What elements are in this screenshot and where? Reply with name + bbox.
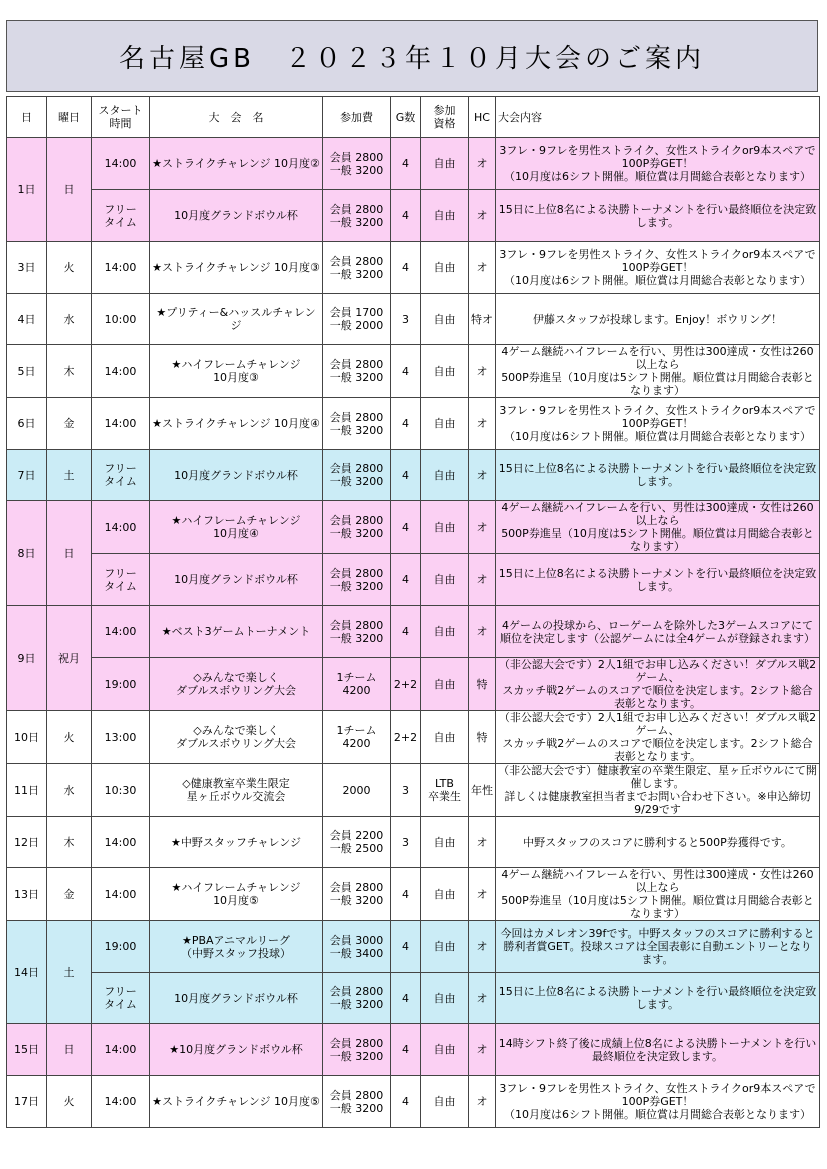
day-cell: 12日 <box>7 817 47 868</box>
weekday-cell: 水 <box>47 764 92 817</box>
day-cell: 14日 <box>7 921 47 1024</box>
start-cell: 13:00 <box>92 711 150 764</box>
start-cell: 14:00 <box>92 868 150 921</box>
day-cell: 5日 <box>7 345 47 398</box>
fee-cell: 会員 2800 一般 3200 <box>323 868 391 921</box>
header-qualification: 参加 資格 <box>421 97 469 138</box>
start-cell: 14:00 <box>92 345 150 398</box>
fee-cell: 2000 <box>323 764 391 817</box>
name-cell: 10月度グランドボウル杯 <box>150 554 323 606</box>
desc-cell: 15日に上位8名による決勝トーナメントを行い最終順位を決定致します。 <box>496 554 820 606</box>
hc-cell: オ <box>469 190 496 242</box>
header-games: G数 <box>391 97 421 138</box>
desc-cell: 15日に上位8名による決勝トーナメントを行い最終順位を決定致します。 <box>496 450 820 501</box>
day-cell: 11日 <box>7 764 47 817</box>
fee-cell: 会員 1700 一般 2000 <box>323 294 391 345</box>
weekday-cell: 木 <box>47 817 92 868</box>
start-cell: 14:00 <box>92 606 150 658</box>
start-cell: フリー タイム <box>92 554 150 606</box>
table-row <box>7 190 820 242</box>
qual-cell: 自由 <box>421 345 469 398</box>
games-cell: 2+2 <box>391 711 421 764</box>
weekday-cell: 木 <box>47 345 92 398</box>
weekday-cell: 火 <box>47 711 92 764</box>
table-row <box>7 138 820 190</box>
header-row <box>7 97 820 138</box>
table-row <box>7 1076 820 1128</box>
header-description: 大会内容 <box>496 97 820 138</box>
fee-cell: 会員 2800 一般 3200 <box>323 450 391 501</box>
day-cell: 6日 <box>7 398 47 450</box>
desc-cell: 15日に上位8名による決勝トーナメントを行い最終順位を決定致します。 <box>496 190 820 242</box>
table-row <box>7 973 820 1024</box>
fee-cell: 会員 2800 一般 3200 <box>323 138 391 190</box>
header-hc: HC <box>469 97 496 138</box>
name-cell: ★ハイフレームチャレンジ 10月度③ <box>150 345 323 398</box>
fee-cell: 会員 2800 一般 3200 <box>323 606 391 658</box>
hc-cell: オ <box>469 242 496 294</box>
fee-cell: 会員 3000 一般 3400 <box>323 921 391 973</box>
day-cell: 8日 <box>7 501 47 606</box>
games-cell: 4 <box>391 138 421 190</box>
start-cell: 14:00 <box>92 242 150 294</box>
name-cell: ◇みんなで楽しく ダブルスボウリング大会 <box>150 658 323 711</box>
qual-cell: 自由 <box>421 606 469 658</box>
games-cell: 3 <box>391 817 421 868</box>
weekday-cell: 日 <box>47 501 92 606</box>
weekday-cell: 日 <box>47 1024 92 1076</box>
schedule-table <box>6 96 820 1128</box>
name-cell: ★ベスト3ゲームトーナメント <box>150 606 323 658</box>
day-cell: 9日 <box>7 606 47 711</box>
weekday-cell: 祝月 <box>47 606 92 711</box>
games-cell: 4 <box>391 921 421 973</box>
day-cell: 3日 <box>7 242 47 294</box>
header-fee: 参加費 <box>323 97 391 138</box>
table-row <box>7 606 820 658</box>
hc-cell: オ <box>469 973 496 1024</box>
games-cell: 4 <box>391 450 421 501</box>
weekday-cell: 土 <box>47 450 92 501</box>
hc-cell: オ <box>469 1024 496 1076</box>
qual-cell: 自由 <box>421 868 469 921</box>
table-row <box>7 345 820 398</box>
name-cell: 10月度グランドボウル杯 <box>150 973 323 1024</box>
desc-cell: 4ゲーム継続ハイフレームを行い、男性は300達成・女性は260以上なら 500P券進呈（10月度は5シフト開催。順位賞は月間総合表彰となります） <box>496 501 820 554</box>
fee-cell: 会員 2800 一般 3200 <box>323 554 391 606</box>
weekday-cell: 日 <box>47 138 92 242</box>
hc-cell: オ <box>469 501 496 554</box>
desc-cell: 4ゲーム継続ハイフレームを行い、男性は300達成・女性は260以上なら 500P券進呈（10月度は5シフト開催。順位賞は月間総合表彰となります） <box>496 868 820 921</box>
day-cell: 4日 <box>7 294 47 345</box>
qual-cell: 自由 <box>421 294 469 345</box>
fee-cell: 会員 2800 一般 3200 <box>323 242 391 294</box>
hc-cell: オ <box>469 554 496 606</box>
fee-cell: 会員 2800 一般 3200 <box>323 190 391 242</box>
hc-cell: オ <box>469 606 496 658</box>
table-row <box>7 554 820 606</box>
weekday-cell: 水 <box>47 294 92 345</box>
hc-cell: オ <box>469 868 496 921</box>
day-cell: 17日 <box>7 1076 47 1128</box>
table-row <box>7 868 820 921</box>
name-cell: ◇健康教室卒業生限定 星ヶ丘ボウル交流会 <box>150 764 323 817</box>
start-cell: 14:00 <box>92 501 150 554</box>
qual-cell: 自由 <box>421 658 469 711</box>
day-cell: 15日 <box>7 1024 47 1076</box>
start-cell: 14:00 <box>92 1076 150 1128</box>
table-row <box>7 764 820 817</box>
start-cell: フリー タイム <box>92 190 150 242</box>
weekday-cell: 火 <box>47 242 92 294</box>
start-cell: 14:00 <box>92 138 150 190</box>
desc-cell: （非公認大会です）健康教室の卒業生限定、星ヶ丘ボウルにて開催します。 詳しくは健康教室担当者までお問い合わせ下さい。※申込締切9/29です <box>496 764 820 817</box>
desc-cell: 14時シフト終了後に成績上位8名による決勝トーナメントを行い 最終順位を決定致します。 <box>496 1024 820 1076</box>
table-row <box>7 450 820 501</box>
start-cell: 19:00 <box>92 658 150 711</box>
header-day: 日 <box>7 97 47 138</box>
name-cell: ★ストライクチャレンジ 10月度③ <box>150 242 323 294</box>
day-cell: 1日 <box>7 138 47 242</box>
desc-cell: 中野スタッフのスコアに勝利すると500P券獲得です。 <box>496 817 820 868</box>
desc-cell: 今回はカメレオン39fです。中野スタッフのスコアに勝利すると 勝利者賞GET。投球スコアは全国表彰に自動エントリーとなります。 <box>496 921 820 973</box>
start-cell: フリー タイム <box>92 450 150 501</box>
header-name: 大 会 名 <box>150 97 323 138</box>
fee-cell: 会員 2800 一般 3200 <box>323 1076 391 1128</box>
desc-cell: 伊藤スタッフが投球します。Enjoy！ボウリング！ <box>496 294 820 345</box>
games-cell: 3 <box>391 764 421 817</box>
hc-cell: 特 <box>469 711 496 764</box>
page-title-text: 名古屋GB ２０２３年１０月大会のご案内 <box>119 43 705 74</box>
qual-cell: 自由 <box>421 398 469 450</box>
start-cell: 14:00 <box>92 1024 150 1076</box>
hc-cell: オ <box>469 345 496 398</box>
table-row <box>7 294 820 345</box>
name-cell: ★ハイフレームチャレンジ 10月度⑤ <box>150 868 323 921</box>
name-cell: ★PBAアニマルリーグ （中野スタッフ投球） <box>150 921 323 973</box>
qual-cell: 自由 <box>421 190 469 242</box>
qual-cell: 自由 <box>421 1024 469 1076</box>
weekday-cell: 金 <box>47 398 92 450</box>
desc-cell: 15日に上位8名による決勝トーナメントを行い最終順位を決定致します。 <box>496 973 820 1024</box>
fee-cell: 会員 2800 一般 3200 <box>323 398 391 450</box>
name-cell: ★プリティー&ハッスルチャレンジ <box>150 294 323 345</box>
start-cell: フリー タイム <box>92 973 150 1024</box>
games-cell: 4 <box>391 1076 421 1128</box>
games-cell: 2+2 <box>391 658 421 711</box>
qual-cell: 自由 <box>421 554 469 606</box>
games-cell: 4 <box>391 1024 421 1076</box>
games-cell: 4 <box>391 606 421 658</box>
fee-cell: 会員 2800 一般 3200 <box>323 501 391 554</box>
games-cell: 4 <box>391 554 421 606</box>
desc-cell: 3フレ・9フレを男性ストライク、女性ストライクor9本スペアで100P券GET！ （10月度は6シフト開催。順位賞は月間総合表彰となります） <box>496 398 820 450</box>
fee-cell: 会員 2800 一般 3200 <box>323 973 391 1024</box>
games-cell: 4 <box>391 973 421 1024</box>
games-cell: 4 <box>391 398 421 450</box>
hc-cell: 年性 <box>469 764 496 817</box>
fee-cell: 1チーム 4200 <box>323 658 391 711</box>
weekday-cell: 土 <box>47 921 92 1024</box>
name-cell: ★ハイフレームチャレンジ 10月度④ <box>150 501 323 554</box>
weekday-cell: 金 <box>47 868 92 921</box>
table-row <box>7 398 820 450</box>
qual-cell: 自由 <box>421 450 469 501</box>
hc-cell: 特 <box>469 658 496 711</box>
name-cell: ★ストライクチャレンジ 10月度⑤ <box>150 1076 323 1128</box>
page-title <box>6 20 818 92</box>
table-row <box>7 711 820 764</box>
fee-cell: 会員 2800 一般 3200 <box>323 1024 391 1076</box>
fee-cell: 1チーム 4200 <box>323 711 391 764</box>
hc-cell: オ <box>469 1076 496 1128</box>
hc-cell: オ <box>469 138 496 190</box>
fee-cell: 会員 2200 一般 2500 <box>323 817 391 868</box>
desc-cell: 4ゲーム継続ハイフレームを行い、男性は300達成・女性は260以上なら 500P券進呈（10月度は5シフト開催。順位賞は月間総合表彰となります） <box>496 345 820 398</box>
games-cell: 4 <box>391 242 421 294</box>
qual-cell: 自由 <box>421 973 469 1024</box>
qual-cell: 自由 <box>421 501 469 554</box>
games-cell: 4 <box>391 868 421 921</box>
day-cell: 7日 <box>7 450 47 501</box>
table-row <box>7 242 820 294</box>
table-row <box>7 658 820 711</box>
qual-cell: LTB 卒業生 <box>421 764 469 817</box>
games-cell: 4 <box>391 501 421 554</box>
table-row <box>7 1024 820 1076</box>
qual-cell: 自由 <box>421 138 469 190</box>
table-row <box>7 921 820 973</box>
weekday-cell: 火 <box>47 1076 92 1128</box>
header-start-time: スタート 時間 <box>92 97 150 138</box>
qual-cell: 自由 <box>421 1076 469 1128</box>
games-cell: 4 <box>391 190 421 242</box>
name-cell: 10月度グランドボウル杯 <box>150 190 323 242</box>
hc-cell: 特オ <box>469 294 496 345</box>
games-cell: 3 <box>391 294 421 345</box>
qual-cell: 自由 <box>421 817 469 868</box>
name-cell: ★10月度グランドボウル杯 <box>150 1024 323 1076</box>
qual-cell: 自由 <box>421 242 469 294</box>
name-cell: ★ストライクチャレンジ 10月度② <box>150 138 323 190</box>
desc-cell: 3フレ・9フレを男性ストライク、女性ストライクor9本スペアで100P券GET！ （10月度は6シフト開催。順位賞は月間総合表彰となります） <box>496 1076 820 1128</box>
desc-cell: 4ゲームの投球から、ローゲームを除外した3ゲームスコアにて 順位を決定します（公認ゲームには全4ゲームが登録されます） <box>496 606 820 658</box>
hc-cell: オ <box>469 450 496 501</box>
start-cell: 10:30 <box>92 764 150 817</box>
name-cell: ★中野スタッフチャレンジ <box>150 817 323 868</box>
games-cell: 4 <box>391 345 421 398</box>
day-cell: 10日 <box>7 711 47 764</box>
table-row <box>7 817 820 868</box>
qual-cell: 自由 <box>421 921 469 973</box>
start-cell: 14:00 <box>92 398 150 450</box>
name-cell: ★ストライクチャレンジ 10月度④ <box>150 398 323 450</box>
fee-cell: 会員 2800 一般 3200 <box>323 345 391 398</box>
header-weekday: 曜日 <box>47 97 92 138</box>
desc-cell: 3フレ・9フレを男性ストライク、女性ストライクor9本スペアで100P券GET！ （10月度は6シフト開催。順位賞は月間総合表彰となります） <box>496 242 820 294</box>
table-row <box>7 501 820 554</box>
start-cell: 14:00 <box>92 817 150 868</box>
name-cell: ◇みんなで楽しく ダブルスボウリング大会 <box>150 711 323 764</box>
hc-cell: オ <box>469 398 496 450</box>
hc-cell: オ <box>469 817 496 868</box>
qual-cell: 自由 <box>421 711 469 764</box>
name-cell: 10月度グランドボウル杯 <box>150 450 323 501</box>
day-cell: 13日 <box>7 868 47 921</box>
desc-cell: （非公認大会です）2人1組でお申し込みください！ダブルス戦2ゲーム、 スカッチ戦2ゲームのスコアで順位を決定します。2シフト総合表彰となります。 <box>496 658 820 711</box>
start-cell: 19:00 <box>92 921 150 973</box>
hc-cell: オ <box>469 921 496 973</box>
start-cell: 10:00 <box>92 294 150 345</box>
desc-cell: （非公認大会です）2人1組でお申し込みください！ダブルス戦2ゲーム、 スカッチ戦2ゲームのスコアで順位を決定します。2シフト総合表彰となります。 <box>496 711 820 764</box>
desc-cell: 3フレ・9フレを男性ストライク、女性ストライクor9本スペアで100P券GET！ （10月度は6シフト開催。順位賞は月間総合表彰となります） <box>496 138 820 190</box>
